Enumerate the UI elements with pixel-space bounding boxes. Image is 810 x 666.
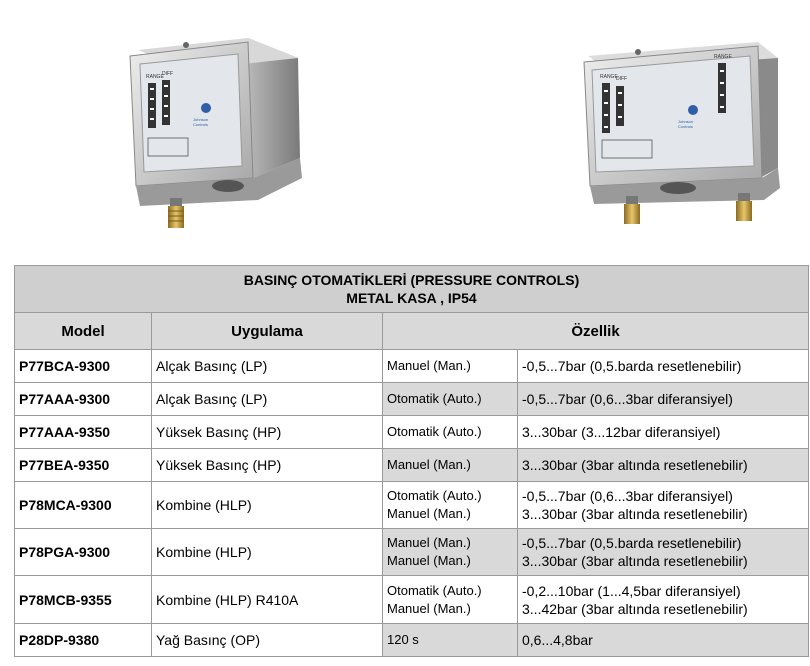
header-uygulama: Uygulama [152, 313, 383, 350]
spec-line: 3...42bar (3bar altında resetlenebilir) [522, 600, 748, 617]
spec-line: 3...30bar (3...12bar diferansiyel) [522, 424, 721, 440]
application-cell: Kombine (HLP) R410A [152, 576, 383, 624]
mode-cell [383, 449, 518, 482]
mode-cell [383, 529, 518, 576]
spec-cell [518, 576, 809, 624]
pressure-control-single-photo [118, 28, 318, 238]
pressure-controls-table [14, 265, 809, 657]
model-cell: P77BCA-9300 [15, 350, 152, 383]
model-cell: P78MCB-9355 [15, 576, 152, 624]
svg-text:Johnson: Johnson [678, 119, 694, 124]
mode-cell [383, 416, 518, 449]
table-title-line2: METAL KASA , IP54 [346, 290, 477, 306]
table-row [15, 529, 809, 576]
model-cell: P78MCA-9300 [15, 482, 152, 529]
table-row [15, 624, 809, 657]
spec-line: 3...30bar (3bar altında resetlenebilir) [522, 553, 748, 569]
table-row [15, 576, 809, 624]
mode-line: Manuel (Man.) [387, 553, 471, 568]
mode-cell [383, 383, 518, 416]
model-cell: P77AAA-9350 [15, 416, 152, 449]
table-row [15, 482, 809, 529]
spec-cell [518, 416, 809, 449]
device2-diff-label: DIFF [616, 76, 628, 82]
table-row [15, 449, 809, 482]
mode-line: Otomatik (Auto.) [387, 582, 482, 598]
model-cell: P77AAA-9300 [15, 383, 152, 416]
model-cell: P77BEA-9350 [15, 449, 152, 482]
application-cell: Yüksek Basınç (HP) [152, 449, 383, 482]
application-cell: Alçak Basınç (LP) [152, 350, 383, 383]
application-cell: Alçak Basınç (LP) [152, 383, 383, 416]
spec-line: -0,5...7bar (0,6...3bar diferansiyel) [522, 488, 733, 504]
spec-line: -0,2...10bar (1...4,5bar diferansiyel) [522, 582, 741, 599]
svg-text:Johnson: Johnson [193, 117, 209, 122]
application-cell: Yüksek Basınç (HP) [152, 416, 383, 449]
spec-cell [518, 624, 809, 657]
table-row [15, 416, 809, 449]
spec-line: 0,6...4,8bar [522, 632, 593, 648]
product-photos [0, 0, 810, 258]
spec-line: 3...30bar (3bar altında resetlenebilir) [522, 457, 748, 473]
spec-cell [518, 529, 809, 576]
device2-range2-label: RANGE [714, 54, 732, 60]
application-cell: Kombine (HLP) [152, 482, 383, 529]
mode-line: Manuel (Man.) [387, 358, 471, 373]
application-cell: Yağ Basınç (OP) [152, 624, 383, 657]
table-row [15, 383, 809, 416]
mode-line: Manuel (Man.) [387, 506, 471, 521]
device1-diff-label: DIFF [162, 71, 174, 77]
application-cell: Kombine (HLP) [152, 529, 383, 576]
header-ozellik: Özellik [383, 313, 809, 350]
model-cell: P78PGA-9300 [15, 529, 152, 576]
mode-cell [383, 576, 518, 624]
mode-cell [383, 350, 518, 383]
spec-line: 3...30bar (3bar altında resetlenebilir) [522, 506, 748, 522]
mode-line: Manuel (Man.) [387, 457, 471, 472]
mode-line: Otomatik (Auto.) [387, 391, 482, 406]
mode-line: Manuel (Man.) [387, 535, 471, 550]
mode-cell [383, 624, 518, 657]
table-row [15, 350, 809, 383]
spec-line: -0,5...7bar (0,6...3bar diferansiyel) [522, 391, 733, 407]
spec-line: -0,5...7bar (0,5.barda resetlenebilir) [522, 358, 742, 374]
mode-line: 120 s [387, 632, 419, 647]
spec-line: -0,5...7bar (0,5.barda resetlenebilir) [522, 535, 742, 551]
svg-text:Controls: Controls [193, 122, 208, 127]
table-title [15, 266, 809, 313]
header-model: Model [15, 313, 152, 350]
table-title-line1: BASINÇ OTOMATİKLERİ (PRESSURE CONTROLS) [243, 272, 580, 288]
spec-cell [518, 383, 809, 416]
spec-cell [518, 482, 809, 529]
device2-range-label: RANGE [600, 74, 618, 80]
device1-range-label: RANGE [146, 74, 164, 80]
spec-cell [518, 350, 809, 383]
mode-line: Manuel (Man.) [387, 600, 471, 616]
pressure-control-dual-photo [578, 28, 788, 228]
mode-line: Otomatik (Auto.) [387, 424, 482, 439]
mode-cell [383, 482, 518, 529]
spec-cell [518, 449, 809, 482]
mode-line: Otomatik (Auto.) [387, 488, 482, 503]
model-cell: P28DP-9380 [15, 624, 152, 657]
svg-text:Controls: Controls [678, 124, 693, 129]
